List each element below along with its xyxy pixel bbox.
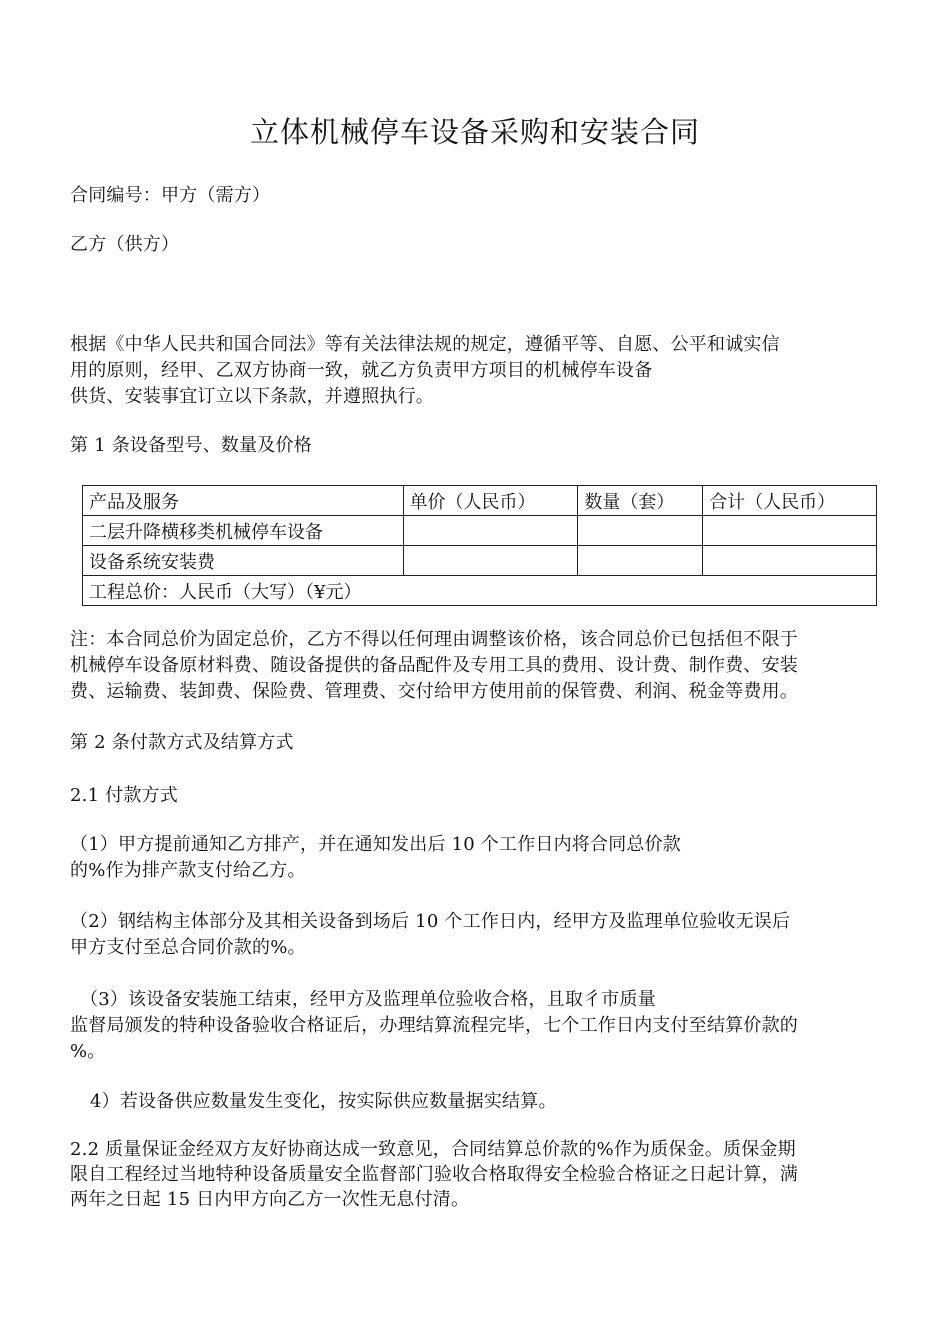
- warranty-line-3: 两年之日起 15 日内甲方向乙方一次性无息付清。: [70, 1189, 470, 1210]
- payment-item-1-line-2: 的%作为排产款支付给乙方。: [70, 860, 306, 881]
- intro-line-3: 供货、安装事宜订立以下条款，并遵照执行。: [70, 386, 434, 407]
- document-title: 立体机械停车设备采购和安装合同: [249, 115, 700, 149]
- table-total-row: [83, 576, 877, 606]
- table-cell: [578, 546, 703, 576]
- table-cell: [578, 516, 703, 546]
- payment-item-1-line-1: （1）甲方提前通知乙方排产，并在通知发出后 10 个工作日内将合同总价款: [70, 834, 681, 855]
- table-cell: [403, 516, 578, 546]
- note-line-3: 费、运输费、装卸费、保险费、管理费、交付给甲方使用前的保管费、利润、税金等费用。: [70, 681, 798, 702]
- table-total-cell: 工程总价：人民币（大写）（¥元）: [83, 576, 877, 606]
- payment-item-4: 4）若设备供应数量发生变化，按实际供应数量据实结算。: [90, 1091, 557, 1112]
- payment-method-heading: 2.1 付款方式: [70, 785, 178, 806]
- payment-item-2-line-1: （2）钢结构主体部分及其相关设备到场后 10 个工作日内，经甲方及监理单位验收无误后: [70, 911, 791, 932]
- payment-item-2-line-2: 甲方支付至总合同价款的%。: [70, 937, 306, 958]
- warranty-line-2: 限自工程经过当地特种设备质量安全监督部门验收合格取得安全检验合格证之日起计算，满: [70, 1164, 798, 1185]
- price-table: [82, 485, 877, 606]
- table-row: [83, 546, 877, 576]
- table-cell: [703, 516, 877, 546]
- table-cell: 设备系统安装费: [83, 546, 404, 576]
- table-header-cell: 数量（套）: [578, 486, 703, 516]
- note-line-2: 机械停车设备原材料费、随设备提供的备品配件及专用工具的费用、设计费、制作费、安装: [70, 655, 798, 676]
- table-cell: [703, 546, 877, 576]
- article-2-heading: 第 2 条付款方式及结算方式: [70, 732, 294, 753]
- note-line-1: 注：本合同总价为固定总价，乙方不得以任何理由调整该价格，该合同总价已包括但不限于: [70, 629, 798, 650]
- party-b-line: 乙方（供方）: [70, 234, 180, 255]
- table-header-row: [83, 486, 877, 516]
- payment-item-3-line-3: %。: [70, 1041, 106, 1062]
- party-a-line: 合同编号：甲方（需方）: [70, 185, 271, 206]
- warranty-line-1: 2.2 质量保证金经双方友好协商达成一致意见，合同结算总价款的%作为质保金。质保金期: [70, 1139, 796, 1160]
- table-header-cell: 合计（人民币）: [703, 486, 877, 516]
- payment-item-3-line-2: 监督局颁发的特种设备验收合格证后，办理结算流程完毕，七个工作日内支付至结算价款的: [70, 1015, 798, 1036]
- article-1-heading: 第 1 条设备型号、数量及价格: [70, 435, 312, 456]
- table-header-cell: 产品及服务: [83, 486, 404, 516]
- table-cell: 二层升降横移类机械停车设备: [83, 516, 404, 546]
- table-header-cell: 单价（人民币）: [403, 486, 578, 516]
- table-row: [83, 516, 877, 546]
- intro-line-2: 用的原则，经甲、乙双方协商一致，就乙方负责甲方项目的机械停车设备: [70, 360, 653, 381]
- intro-line-1: 根据《中华人民共和国合同法》等有关法律法规的规定，遵循平等、自愿、公平和诚实信: [70, 334, 780, 355]
- payment-item-3-line-1: （3）该设备安装施工结束，经甲方及监理单位验收合格，且取彳市质量: [80, 989, 656, 1010]
- table-cell: [403, 546, 578, 576]
